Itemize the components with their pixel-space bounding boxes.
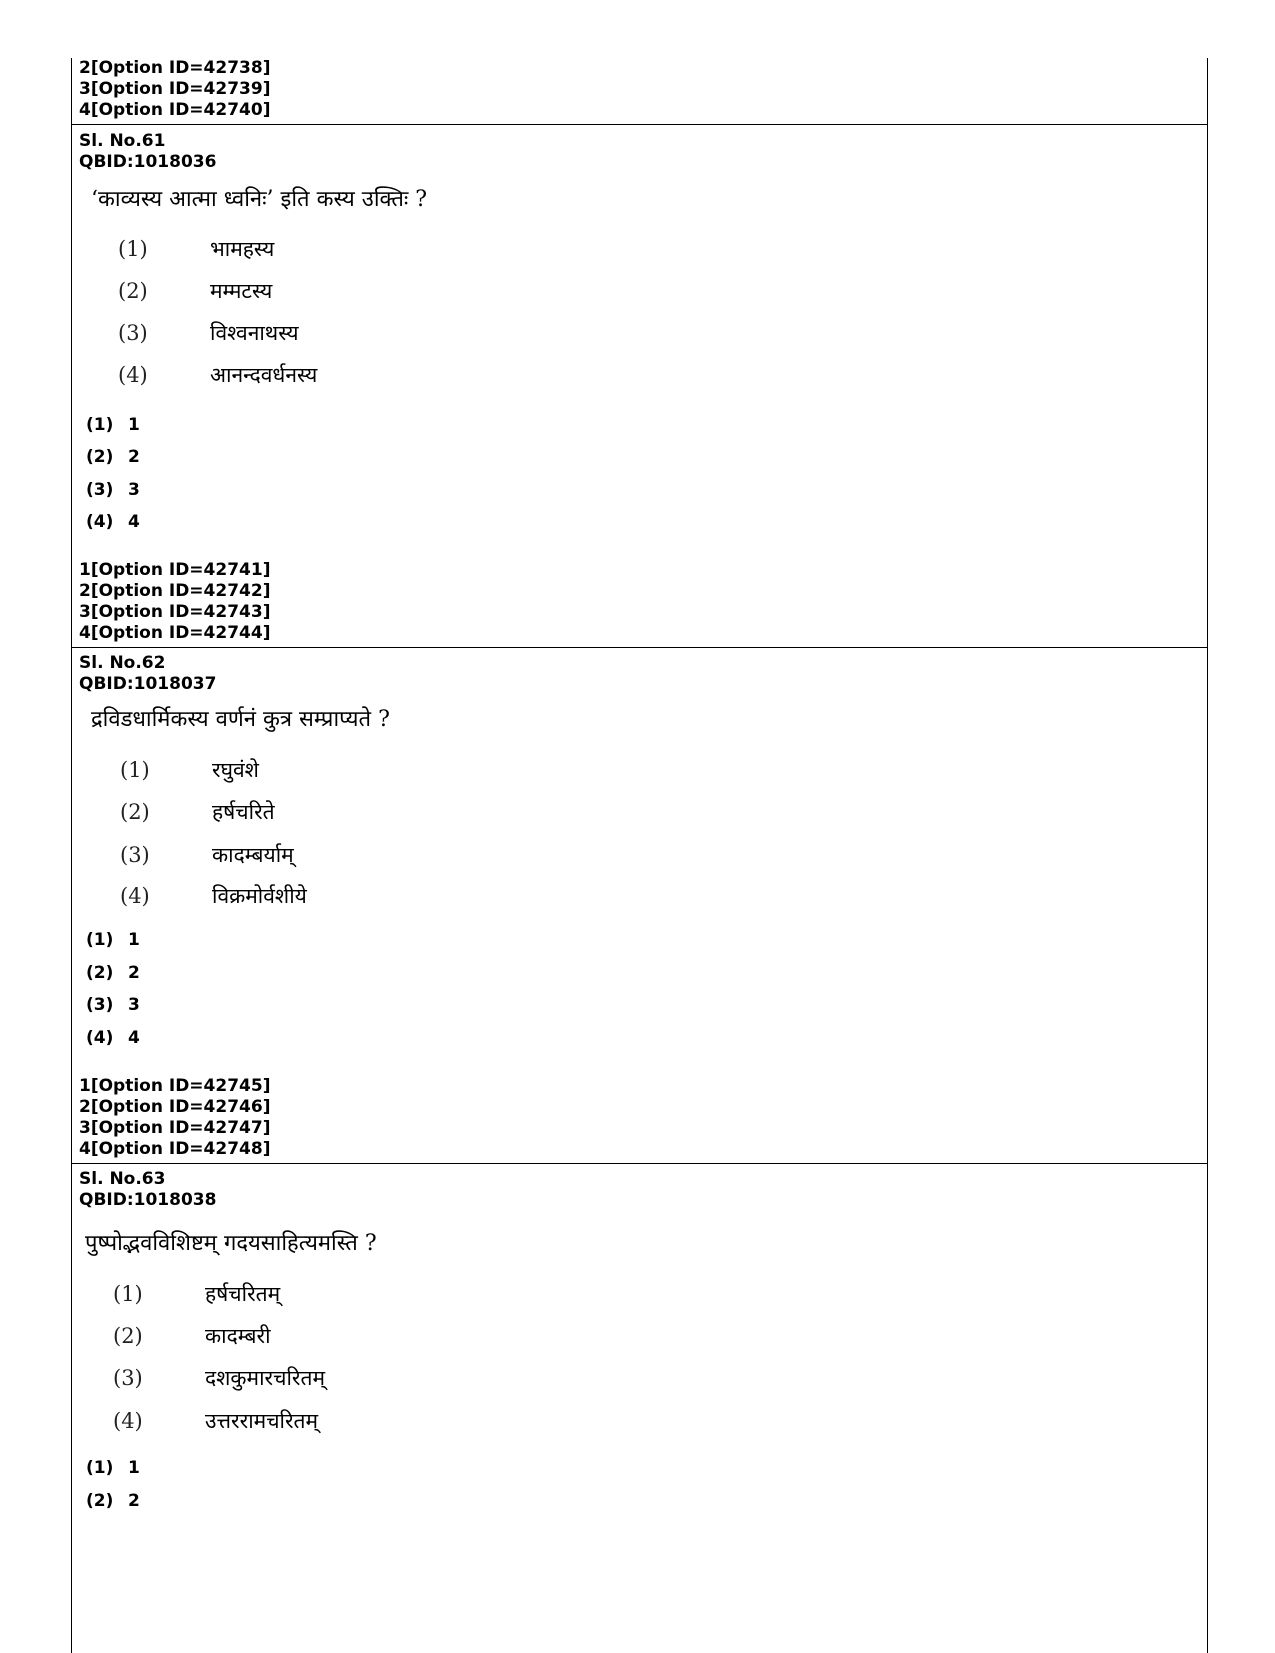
option-id-line: 1[Option ID=42741]	[79, 560, 271, 580]
row-separator	[72, 124, 1207, 125]
answer-choice	[86, 447, 140, 468]
answer-choice	[86, 1458, 140, 1479]
answer-choice	[86, 415, 140, 436]
option-text: कादम्बरी	[205, 1324, 271, 1348]
answer-number: (1)	[86, 930, 114, 950]
question-header	[79, 653, 216, 695]
option-text: विश्वनाथस्य	[210, 321, 299, 345]
question-paper-frame	[71, 58, 1208, 1653]
option-id-line: 2[Option ID=42742]	[79, 581, 271, 601]
qbid: QBID:1018037	[79, 674, 217, 694]
option-text: भामहस्य	[210, 237, 275, 261]
option-number: (4)	[120, 884, 150, 908]
question-text: द्रविडधार्मिकस्य वर्णनं कुत्र सम्प्राप्यते ?	[91, 707, 390, 732]
answer-choice	[86, 995, 140, 1016]
answer-number: (3)	[86, 995, 114, 1015]
answer-choice	[86, 512, 140, 533]
qbid: QBID:1018038	[79, 1190, 217, 1210]
answer-number: (4)	[86, 1028, 114, 1048]
option-text: आनन्दवर्धनस्य	[210, 363, 318, 387]
question-header	[79, 131, 216, 173]
row-separator	[72, 647, 1207, 648]
option-text: कादम्बर्याम्	[212, 843, 294, 867]
answer-value: 2	[128, 963, 140, 983]
option-id-line: 3[Option ID=42747]	[79, 1118, 271, 1138]
option-number: (3)	[118, 321, 148, 345]
answer-number: (4)	[86, 512, 114, 532]
answer-value: 3	[128, 995, 140, 1015]
answer-value: 2	[128, 1491, 140, 1511]
option-number: (1)	[120, 758, 150, 782]
answer-number: (2)	[86, 963, 114, 983]
option-id-line: 3[Option ID=42739]	[79, 79, 271, 99]
serial-number: Sl. No.61	[79, 131, 166, 151]
option-number: (3)	[120, 843, 150, 867]
serial-number: Sl. No.62	[79, 653, 166, 673]
option-text: विक्रमोर्वशीये	[212, 884, 307, 908]
option-number: (1)	[118, 237, 148, 261]
option-number: (2)	[118, 279, 148, 303]
answer-value: 4	[128, 1028, 140, 1048]
answer-choice	[86, 1028, 140, 1049]
qbid: QBID:1018036	[79, 152, 217, 172]
option-id-line: 2[Option ID=42746]	[79, 1097, 271, 1117]
option-id-line: 4[Option ID=42744]	[79, 623, 271, 643]
question-text: ‘काव्यस्य आत्मा ध्वनिः’ इति कस्य उक्तिः ?	[91, 187, 428, 212]
option-number: (4)	[118, 363, 148, 387]
option-id-line: 1[Option ID=42745]	[79, 1076, 271, 1096]
answer-value: 1	[128, 415, 140, 435]
option-ids	[79, 560, 270, 644]
answer-number: (1)	[86, 1458, 114, 1478]
option-text: दशकुमारचरितम्	[205, 1366, 326, 1390]
question-header	[79, 1169, 216, 1211]
option-id-line: 4[Option ID=42748]	[79, 1139, 271, 1159]
option-text: रघुवंशे	[212, 758, 259, 782]
option-number: (2)	[120, 800, 150, 824]
option-text: मम्मटस्य	[210, 279, 273, 303]
option-id-line: 2[Option ID=42738]	[79, 58, 271, 78]
answer-number: (2)	[86, 447, 114, 467]
answer-value: 3	[128, 480, 140, 500]
option-number: (4)	[113, 1409, 143, 1433]
option-text: उत्तररामचरितम्	[205, 1409, 319, 1433]
answer-number: (3)	[86, 480, 114, 500]
serial-number: Sl. No.63	[79, 1169, 166, 1189]
top-option-ids	[79, 58, 270, 121]
answer-number: (1)	[86, 415, 114, 435]
answer-value: 4	[128, 512, 140, 532]
option-text: हर्षचरितम्	[205, 1282, 281, 1306]
row-separator	[72, 1163, 1207, 1164]
option-id-line: 4[Option ID=42740]	[79, 100, 271, 120]
answer-value: 1	[128, 1458, 140, 1478]
option-text: हर्षचरिते	[212, 800, 275, 824]
answer-choice	[86, 1491, 140, 1512]
option-id-line: 3[Option ID=42743]	[79, 602, 271, 622]
option-number: (1)	[113, 1282, 143, 1306]
option-ids	[79, 1076, 270, 1160]
option-number: (3)	[113, 1366, 143, 1390]
answer-value: 2	[128, 447, 140, 467]
answer-choice	[86, 930, 140, 951]
answer-choice	[86, 963, 140, 984]
answer-value: 1	[128, 930, 140, 950]
answer-number: (2)	[86, 1491, 114, 1511]
question-text: पुष्पोद्भवविशिष्टम् गदयसाहित्यमस्ति ?	[85, 1231, 377, 1256]
option-number: (2)	[113, 1324, 143, 1348]
answer-choice	[86, 480, 140, 501]
